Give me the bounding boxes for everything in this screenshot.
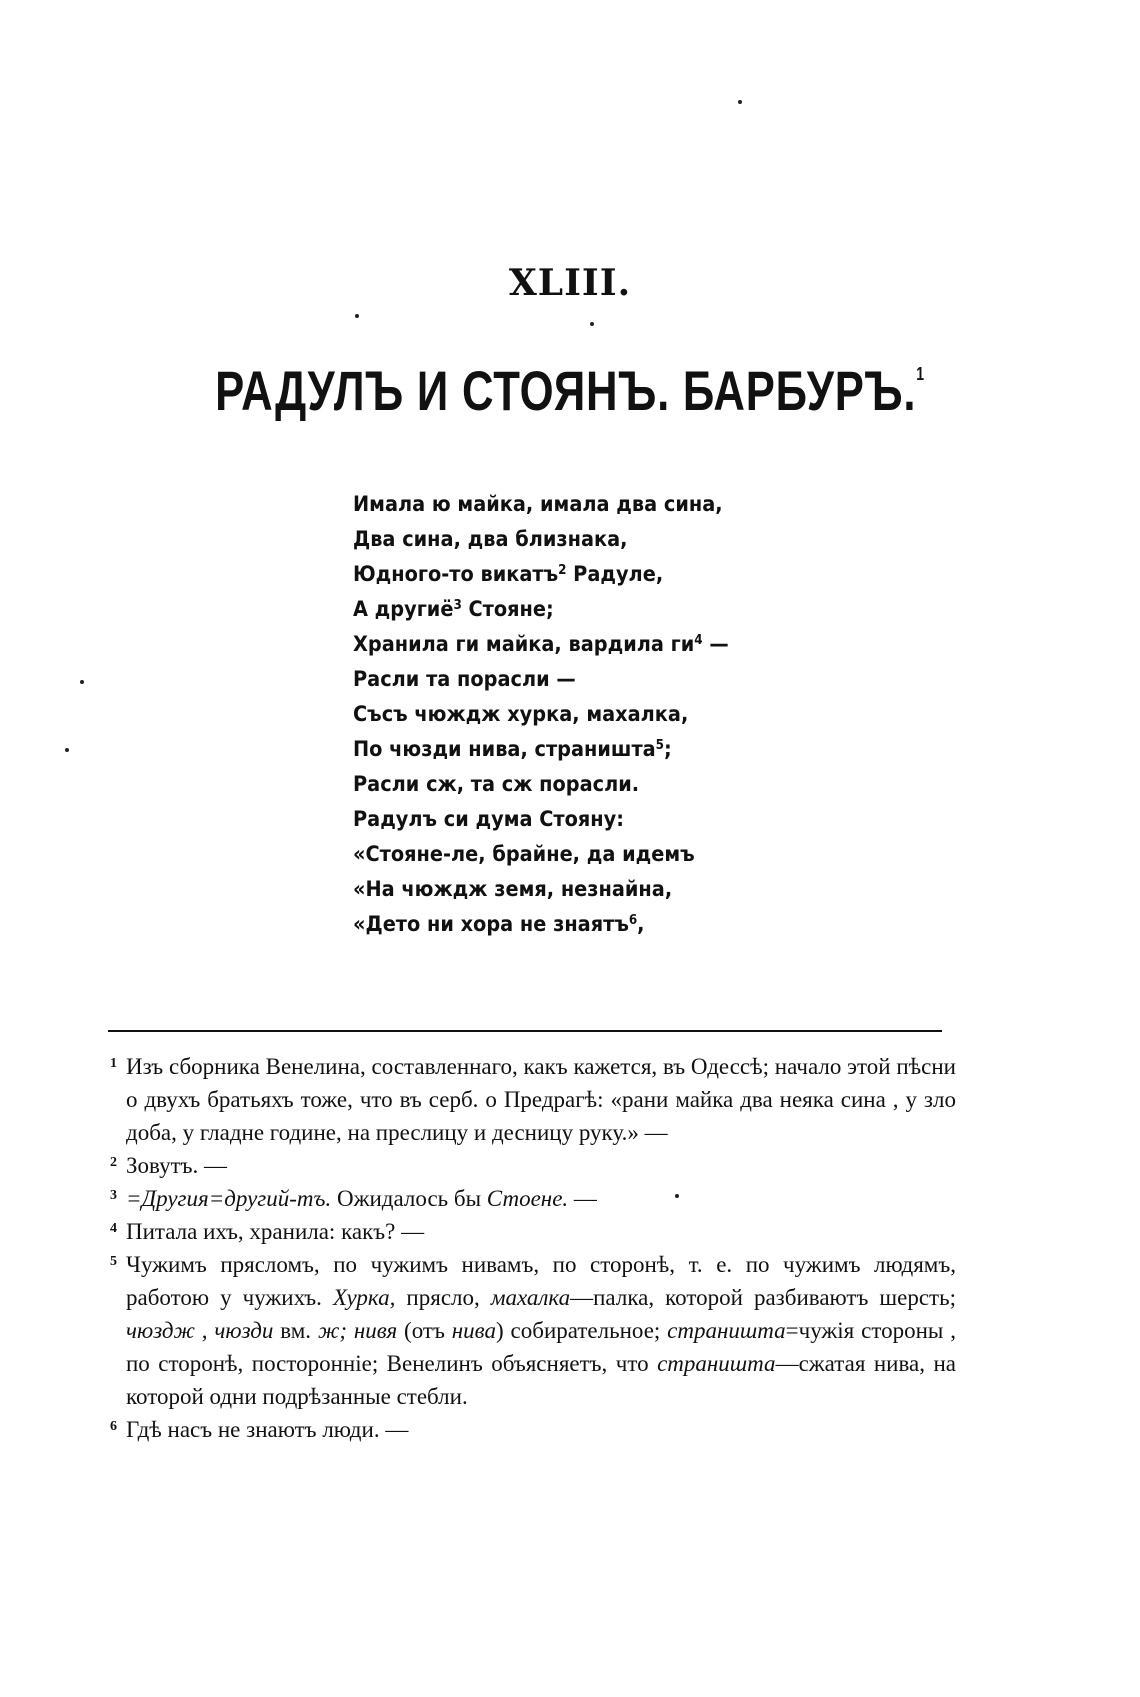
song-title	[125, 358, 1014, 423]
footnote-marker: 2	[558, 563, 567, 578]
verse-text: Радулъ си дума Стояну:	[353, 807, 624, 831]
verse-text: Имала ю майка, имала два сина,	[353, 492, 723, 516]
footnote-number: 2	[110, 1155, 117, 1170]
scan-speck	[675, 1194, 679, 1198]
verse-text-tail: Стояне;	[461, 597, 554, 621]
footnote-text: ,	[194, 1318, 215, 1343]
footnote-italic-term: Хурка,	[332, 1285, 396, 1310]
verse-line	[353, 487, 729, 522]
footnote-italic-term: страништа	[667, 1318, 786, 1343]
footnote-text: Гдѣ насъ не знаютъ люди. —	[126, 1417, 409, 1442]
footnote-divider	[108, 1030, 942, 1032]
verse-text: По чюзди нива, страништа	[353, 737, 656, 761]
title-footnote-marker: 1	[916, 364, 925, 384]
footnote-number: 1	[110, 1056, 117, 1071]
footnotes	[108, 1050, 956, 1446]
verse-line	[353, 522, 729, 557]
verse-text: «Дето ни хора не знаятъ	[353, 912, 629, 936]
footnote-text: —сжатая нива, на которой одни подрѣзанные стебли.	[126, 1351, 956, 1409]
footnote-text: (отъ	[397, 1318, 452, 1343]
footnote-text: —палка, которой разбиваютъ шерсть;	[570, 1285, 956, 1310]
verse-text-tail: —	[702, 632, 729, 656]
verse-line	[353, 557, 729, 592]
footnote-1	[108, 1050, 956, 1149]
scan-speck	[590, 322, 594, 326]
verse-line	[353, 662, 729, 697]
verse-text: Съсъ чюждж хурка, махалка,	[353, 702, 689, 726]
verse-text-tail: ;	[664, 737, 672, 761]
verse-text: Хранила ги майка, вардила ги	[353, 632, 695, 656]
footnote-italic-term: =Другия=другий-тъ.	[126, 1186, 332, 1211]
song-title-text: РАДУЛЪ И СТОЯНЪ. БАРБУРЪ.	[215, 359, 917, 422]
verse-line	[353, 872, 729, 907]
footnote-italic-term: нива	[451, 1318, 496, 1343]
footnote-text: Питала ихъ, хранила: какъ? —	[126, 1219, 425, 1244]
verse-text: Два сина, два близнака,	[353, 527, 628, 551]
verse-text-tail: ,	[637, 912, 645, 936]
footnote-italic-term: страништа	[657, 1351, 776, 1376]
verse-block	[353, 487, 761, 942]
footnote-number: 5	[110, 1254, 117, 1269]
footnote-number: 3	[110, 1188, 117, 1203]
verse-text: «На чюждж земя, незнайна,	[353, 877, 673, 901]
footnote-text: ) собирательное;	[496, 1318, 668, 1343]
footnote-number: 4	[110, 1221, 117, 1236]
footnote-6	[108, 1413, 956, 1446]
verse-text-tail: Радуле,	[566, 562, 664, 586]
verse-line	[353, 907, 729, 942]
footnote-text: Ожидалось бы	[331, 1186, 487, 1211]
verse-text: Расли сж, та сж порасли.	[353, 772, 640, 796]
chapter-numeral: XLIII.	[508, 262, 632, 304]
footnote-text: Зовутъ. —	[126, 1153, 228, 1178]
footnote-text: вм.	[273, 1318, 318, 1343]
footnote-text: —	[568, 1186, 597, 1211]
footnote-marker: 5	[655, 738, 665, 753]
verse-text: А другиё	[353, 597, 454, 621]
footnote-text: Изъ сборника Венелина, составленнаго, какъ кажется, въ Одессѣ; начало этой пѣсни о двухъ братьяхъ тоже, что въ серб. о Предрагѣ: «рани майка два неяка сина , у зло доба, у гладне године, на преслицу и десницу руку.» —	[126, 1054, 956, 1145]
footnote-marker: 3	[453, 598, 462, 613]
verse-text: «Стояне-ле, брайне, да идемъ	[353, 842, 695, 866]
verse-line	[353, 592, 729, 627]
footnote-3	[108, 1182, 956, 1215]
verse-line	[353, 627, 729, 662]
footnote-text: прясло,	[395, 1285, 491, 1310]
verse-line	[353, 802, 729, 837]
footnote-marker: 6	[628, 913, 638, 928]
footnote-5	[108, 1248, 956, 1413]
verse-text: Юдного-то викатъ	[353, 562, 559, 586]
verse-line	[353, 767, 729, 802]
footnote-italic-term: чюзди	[214, 1318, 274, 1343]
footnote-italic-term: Стоене.	[486, 1186, 569, 1211]
footnote-4	[108, 1215, 956, 1248]
footnote-italic-term: махалка	[490, 1285, 571, 1310]
verse-line	[353, 697, 729, 732]
footnote-text: Чужимъ прясломъ, по чужимъ нивамъ, по сторонѣ, т. е. по чужимъ людямъ, работою у чужихъ.	[126, 1252, 956, 1310]
footnote-2	[108, 1149, 956, 1182]
footnote-text: =чужія стороны , по сторонѣ, посторонніе; Венелинъ объясняетъ, что	[126, 1318, 956, 1376]
scan-speck	[80, 680, 84, 684]
verse-line	[353, 837, 729, 872]
footnote-marker: 4	[694, 633, 703, 648]
verse-text: Расли та порасли —	[353, 667, 576, 691]
footnote-italic-term: чюздж	[126, 1318, 195, 1343]
scan-speck	[738, 100, 742, 104]
scan-speck	[65, 748, 69, 752]
footnote-italic-term: ж; нивя	[317, 1318, 398, 1343]
scan-speck	[355, 314, 359, 318]
verse-line	[353, 732, 729, 767]
footnote-number: 6	[110, 1419, 117, 1434]
